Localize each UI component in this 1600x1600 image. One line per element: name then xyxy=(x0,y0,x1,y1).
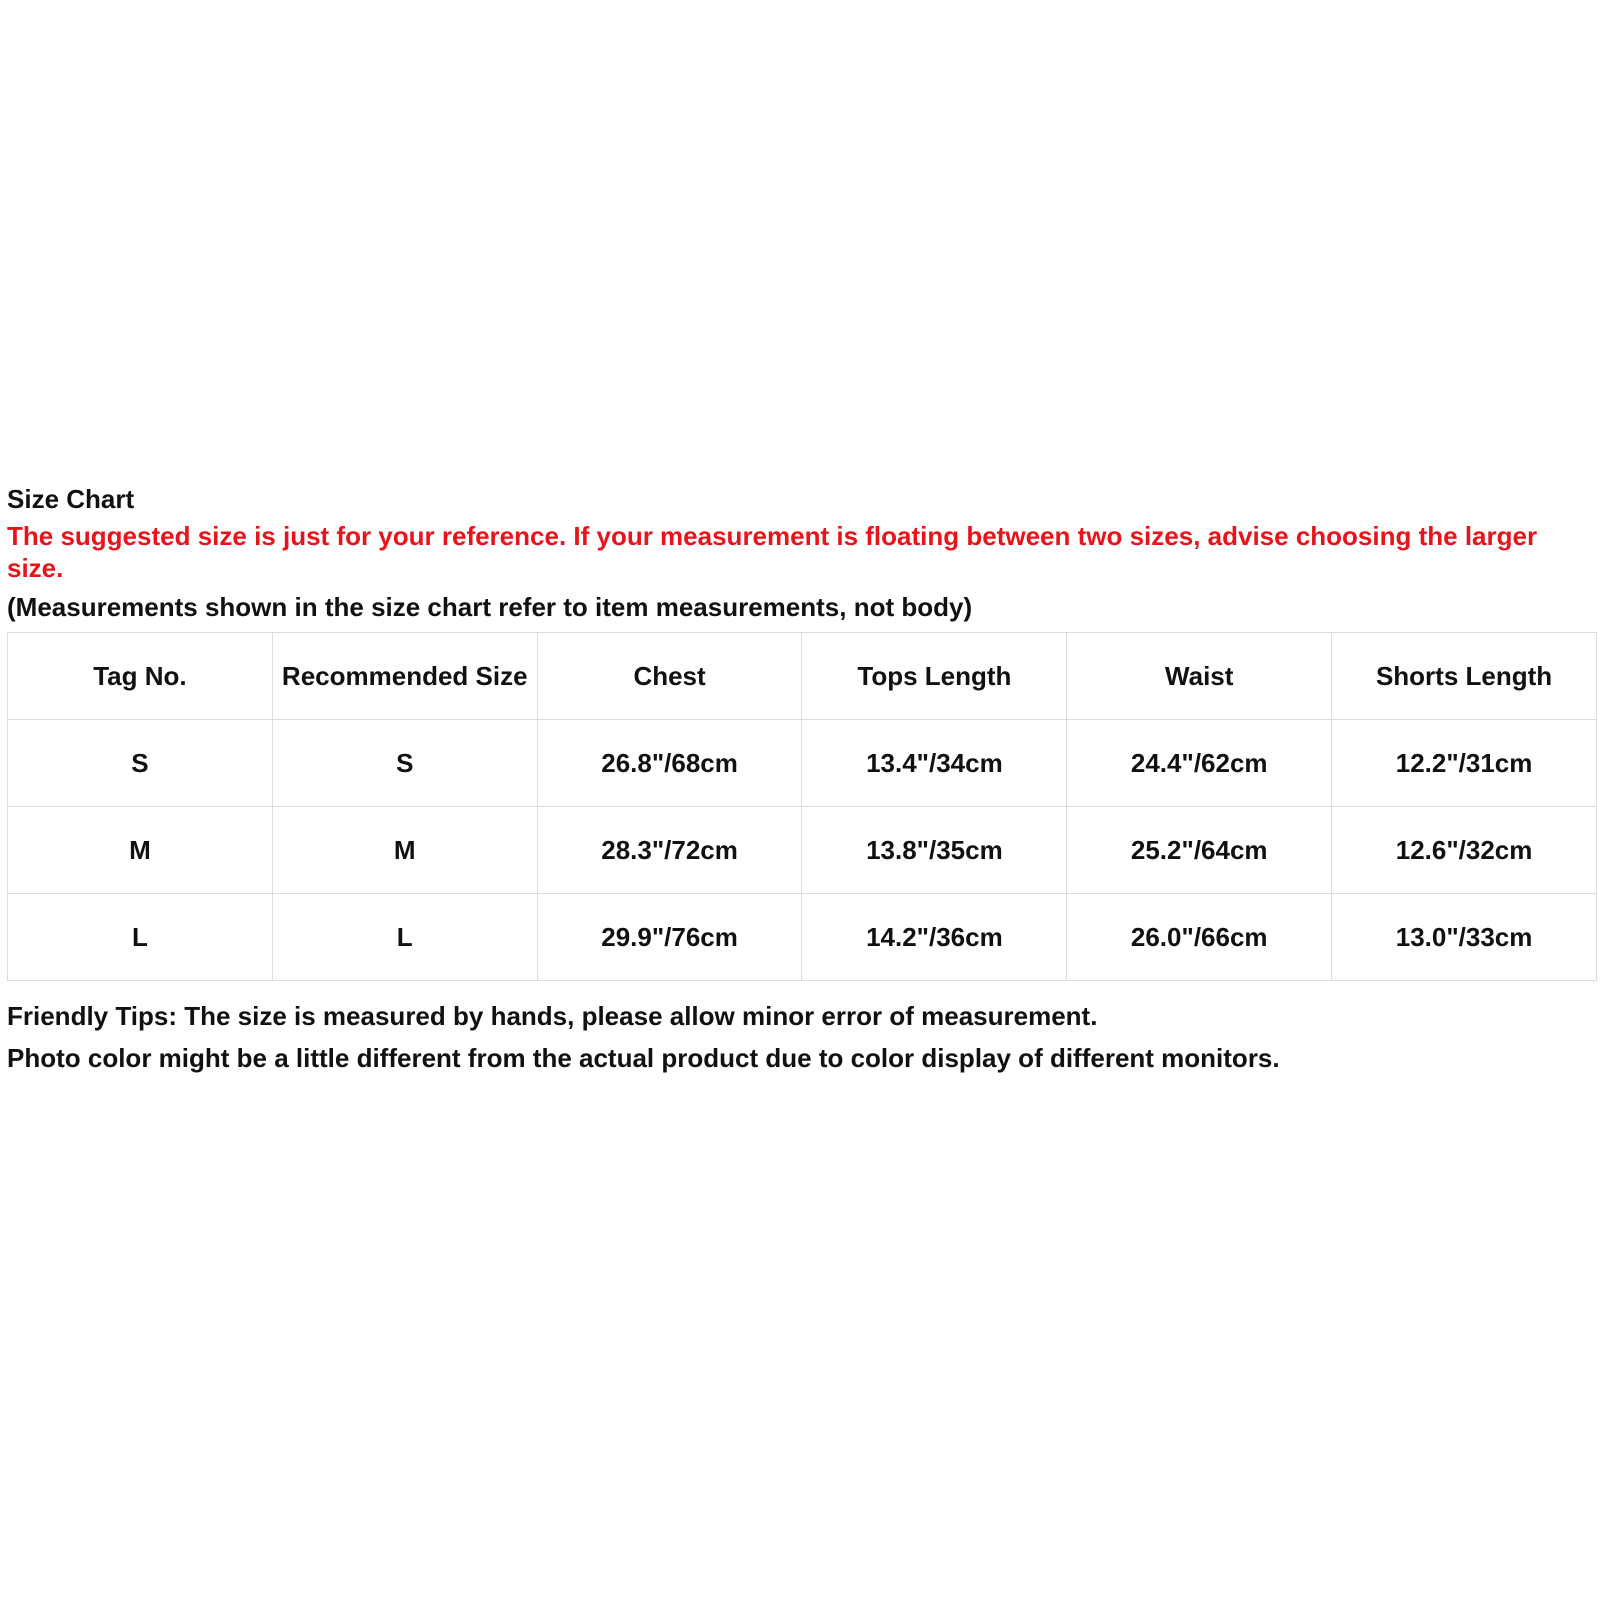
table-row xyxy=(8,807,1597,894)
size-table xyxy=(7,632,1597,981)
friendly-tips xyxy=(7,995,1593,1079)
cell-tops-length: 14.2"/36cm xyxy=(802,894,1067,981)
tip-measurement-error: Friendly Tips: The size is measured by hands, please allow minor error of measurement. xyxy=(7,1001,1098,1031)
measurement-note: (Measurements shown in the size chart refer to item measurements, not body) xyxy=(7,592,973,622)
cell-chest: 26.8"/68cm xyxy=(537,720,802,807)
cell-shorts-length: 13.0"/33cm xyxy=(1332,894,1597,981)
cell-recommended-size: L xyxy=(272,894,537,981)
cell-recommended-size: M xyxy=(272,807,537,894)
cell-tops-length: 13.4"/34cm xyxy=(802,720,1067,807)
table-header-row xyxy=(8,633,1597,720)
cell-waist: 24.4"/62cm xyxy=(1067,720,1332,807)
header-waist: Waist xyxy=(1067,633,1332,720)
table-row xyxy=(8,894,1597,981)
table-row xyxy=(8,720,1597,807)
cell-chest: 29.9"/76cm xyxy=(537,894,802,981)
cell-shorts-length: 12.6"/32cm xyxy=(1332,807,1597,894)
cell-tops-length: 13.8"/35cm xyxy=(802,807,1067,894)
header-tops-length: Tops Length xyxy=(802,633,1067,720)
cell-waist: 25.2"/64cm xyxy=(1067,807,1332,894)
page-title: Size Chart xyxy=(7,484,135,514)
cell-tag-no: M xyxy=(8,807,273,894)
header-chest: Chest xyxy=(537,633,802,720)
cell-tag-no: L xyxy=(8,894,273,981)
header-recommended-size: Recommended Size xyxy=(272,633,537,720)
cell-chest: 28.3"/72cm xyxy=(537,807,802,894)
header-shorts-length: Shorts Length xyxy=(1332,633,1597,720)
size-notice: The suggested size is just for your reference. If your measurement is floating between two sizes, advise choosing the larger size. xyxy=(7,521,1538,583)
cell-recommended-size: S xyxy=(272,720,537,807)
size-chart-document xyxy=(7,482,1593,1079)
header-tag-no: Tag No. xyxy=(8,633,273,720)
tip-photo-color: Photo color might be a little different from the actual product due to color display of different monitors. xyxy=(7,1043,1280,1073)
cell-waist: 26.0"/66cm xyxy=(1067,894,1332,981)
cell-tag-no: S xyxy=(8,720,273,807)
cell-shorts-length: 12.2"/31cm xyxy=(1332,720,1597,807)
